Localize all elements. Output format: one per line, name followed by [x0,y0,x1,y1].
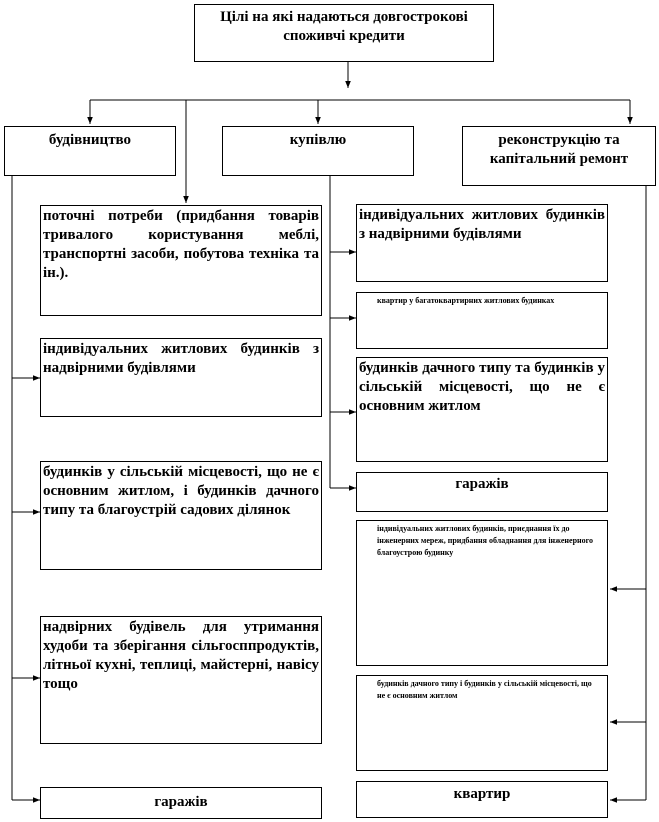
reconstruction-item-houses: індивідуальних житлових будинків, приєднання їх до інженерних мереж, придбання обладнання для інженерного благоустрою будинку [356,520,608,666]
current-needs-box: поточні потреби (придбання товарів тривалого користування меблі, транспортні засоби, побутова техніка та ін.). [40,205,322,316]
reconstruction-item-dacha-houses: будинків дачного типу і будинків у сільській місцевості, що не є основним житлом [356,675,608,771]
construction-item-outbuildings: надвірних будівель для утримання худоби та зберігання сільгосппродуктів, літньої кухні, теплиці, майстерні, навісу тощо [40,616,322,744]
purchase-item-apartments: квартир у багатоквартирних житлових будинках [356,292,608,349]
category-construction: будівництво [4,126,176,176]
construction-item-houses: індивідуальних житлових будинків з надвірними будівлями [40,338,322,417]
construction-item-rural-houses: будинків у сільській місцевості, що не є основним житлом, і будинків дачного типу та благоустрій садових ділянок [40,461,322,570]
category-purchase: купівлю [222,126,414,176]
construction-item-garages: гаражів [40,787,322,819]
title-box: Цілі на які надаються довгострокові споживчі кредити [194,4,494,62]
purchase-item-houses: індивідуальних житлових будинків з надвірними будівлями [356,204,608,282]
reconstruction-item-apartments: квартир [356,781,608,818]
purchase-item-dacha-houses: будинків дачного типу та будинків у сільській місцевості, що не є основним житлом [356,357,608,462]
category-reconstruction: реконструкцію та капітальний ремонт [462,126,656,186]
purchase-item-garages: гаражів [356,472,608,512]
